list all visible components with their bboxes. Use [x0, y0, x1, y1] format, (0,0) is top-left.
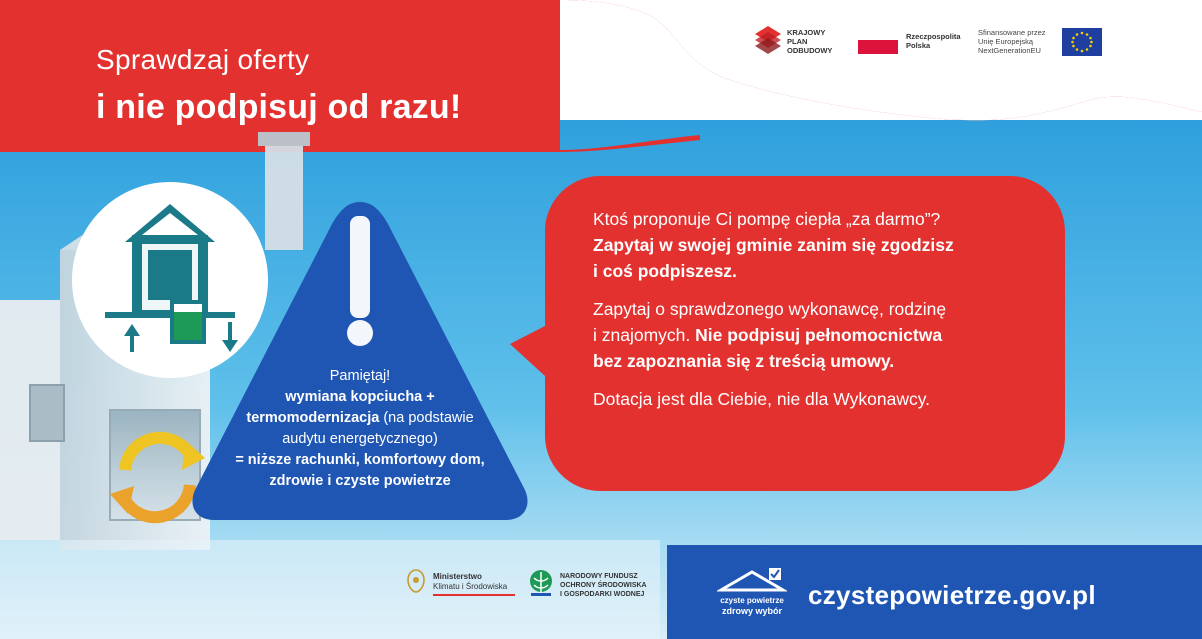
nfos-logo	[528, 568, 658, 602]
headline-line2: i nie podpisuj od razu!	[96, 88, 462, 126]
bubble-p1-normal: Ktoś proponuje Ci pompę ciepła „za darmo”?	[593, 209, 941, 229]
bubble-p2-bold-b: bez zapoznania się z treścią umowy.	[593, 351, 895, 371]
eu-line3: NextGenerationEU	[978, 46, 1041, 55]
bubble-p2-bold-a: Nie podpisuj pełnomocnictwa	[695, 325, 943, 345]
site-url-link[interactable]: czystepowietrze.gov.pl	[808, 580, 1096, 610]
eu-logo	[978, 26, 1102, 58]
house-logo-icon	[717, 566, 787, 596]
ministry-logo	[405, 568, 525, 598]
ministry-line1: Ministerstwo	[433, 572, 482, 581]
triangle-line5: = niższe rachunki, komfortowy dom,	[235, 452, 485, 468]
eu-flag-icon	[1062, 28, 1102, 56]
triangle-line6: zdrowie i czyste powietrze	[269, 473, 451, 489]
rp-line2: Polska	[906, 41, 931, 50]
ministry-underline	[433, 594, 515, 596]
kpo-line1: KRAJOWY	[787, 28, 826, 37]
triangle-text	[210, 366, 510, 492]
nfos-line3: I GOSPODARKI WODNEJ	[560, 591, 645, 598]
triangle-line3-rest: (na podstawie	[379, 410, 474, 426]
triangle-line3-bold: termomodernizacja	[246, 410, 380, 426]
eu-line1: Sfinansowane przez	[978, 28, 1046, 37]
headline-line1: Sprawdzaj oferty	[96, 44, 310, 75]
bubble-text	[593, 206, 1063, 424]
triangle-line4: audytu energetycznego)	[282, 431, 438, 447]
rp-flag	[858, 40, 898, 54]
program-logo-line1: czyste powietrze	[720, 596, 784, 605]
bubble-p2-normal-a: Zapytaj o sprawdzonego wykonawcę, rodzinę	[593, 299, 947, 319]
bubble-p1-bold-b: i coś podpiszesz.	[593, 261, 737, 281]
nfos-line1: NARODOWY FUNDUSZ	[560, 573, 638, 580]
program-logo-line2: zdrowy wybór	[721, 606, 782, 616]
kpo-logo	[755, 26, 855, 58]
program-logo-text	[712, 596, 792, 616]
ministry-emblem-icon	[405, 568, 427, 594]
kpo-line3: ODBUDOWY	[787, 46, 833, 55]
kpo-logo-icon	[755, 26, 781, 54]
nfos-line2: OCHRONY ŚRODOWISKA	[560, 582, 647, 589]
nfos-emblem-icon	[528, 568, 554, 598]
ministry-line2: Klimatu i Środowiska	[433, 582, 508, 591]
triangle-line2: wymiana kopciucha +	[285, 389, 435, 405]
rp-logo	[858, 30, 968, 56]
bubble-p2-normal-b: i znajomych.	[593, 325, 696, 345]
rp-line1: Rzeczpospolita	[906, 32, 961, 41]
triangle-line1: Pamiętaj!	[329, 368, 391, 384]
exclamation-mark-icon	[350, 216, 370, 318]
kpo-line2: PLAN	[787, 37, 808, 46]
eu-line2: Unię Europejską	[978, 37, 1034, 46]
bubble-p3: Dotacja jest dla Ciebie, nie dla Wykonawcy.	[593, 389, 931, 409]
bubble-p1-bold-a: Zapytaj w swojej gminie zanim się zgodzisz	[593, 235, 954, 255]
